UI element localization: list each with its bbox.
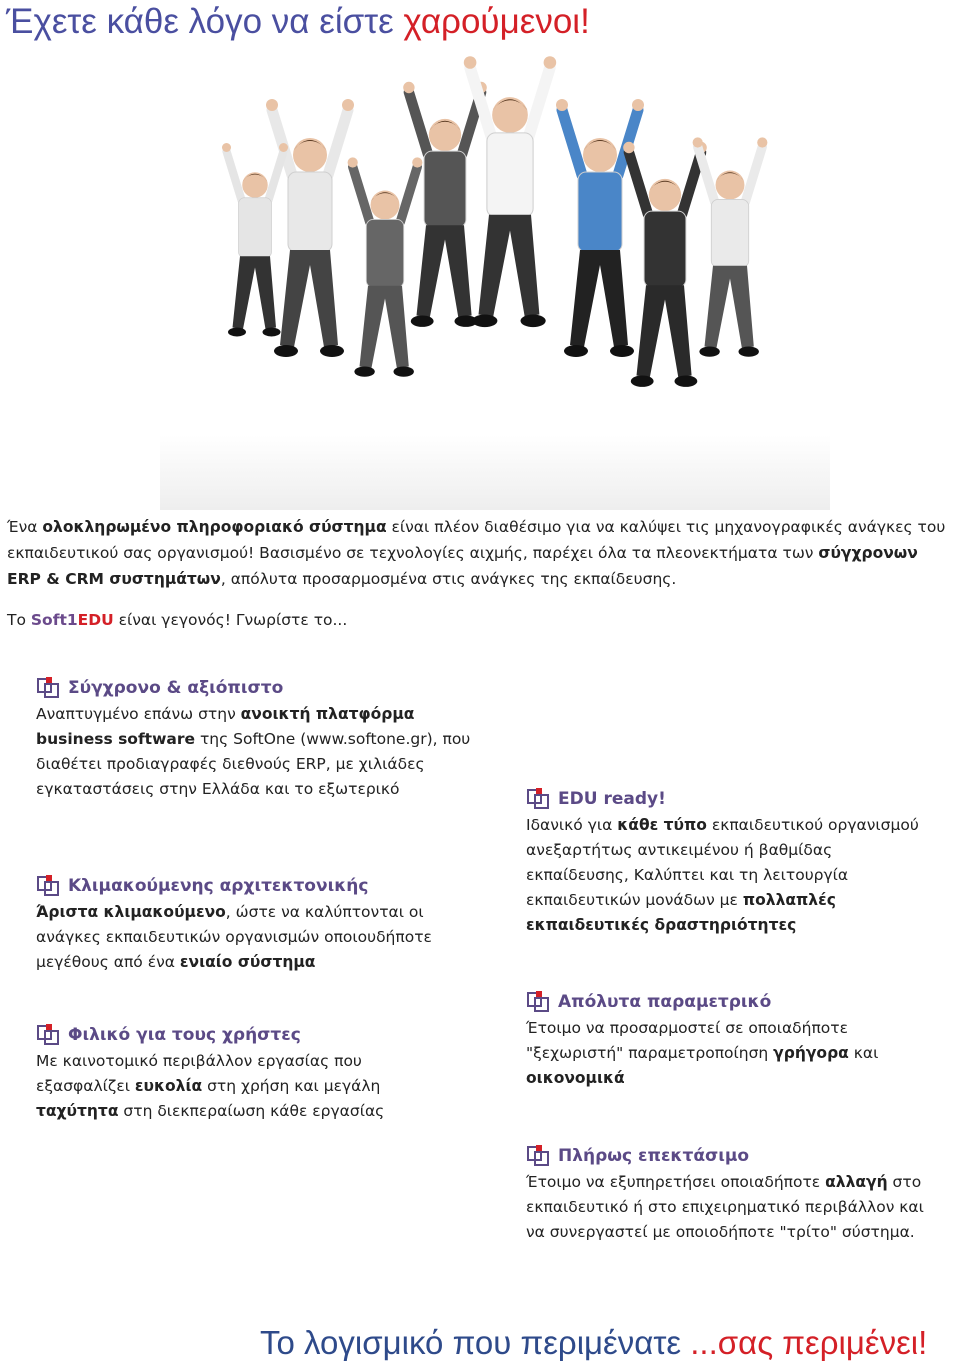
feature-text: στη διεκπεραίωση κάθε εργασίας	[118, 1102, 385, 1120]
person-figure	[464, 56, 556, 327]
page-headline	[6, 2, 590, 42]
brand-soft1: Soft1	[30, 611, 78, 629]
feature-title: Φιλικό για τους χρήστες	[68, 1024, 301, 1045]
feature-text: Ιδανικό για	[526, 816, 618, 834]
feature-scalable	[36, 872, 476, 975]
feature-text: στη χρήση και μεγάλη	[202, 1077, 386, 1095]
feature-title: Κλιμακούμενης αρχιτεκτονικής	[68, 875, 369, 896]
footer-text: Το λογισμικό που περιμένατε	[260, 1324, 691, 1361]
overlapping-squares-icon	[36, 675, 62, 701]
footer-tagline	[260, 1324, 927, 1362]
feature-bold: κάθε τύπο	[617, 816, 707, 834]
feature-body	[526, 1016, 926, 1091]
feature-text: της SoftOne (www.softone.gr), που διαθέτει προδιαγραφές διεθνούς ERP, με χιλιάδες εγκαταστάσεις στην Ελλάδα και το εξωτερικό	[36, 730, 476, 798]
feature-title-row	[526, 785, 926, 813]
feature-title-row	[36, 674, 476, 702]
feature-title-row	[526, 988, 926, 1016]
feature-extensible	[526, 1142, 929, 1245]
feature-bold: αλλαγή	[825, 1173, 888, 1191]
feature-modern-reliable	[36, 674, 476, 802]
feature-bold: γρήγορα	[773, 1044, 849, 1062]
feature-title: Πλήρως επεκτάσιμο	[558, 1145, 750, 1166]
feature-text: και	[848, 1044, 884, 1062]
feature-title: EDU ready!	[558, 788, 666, 809]
headline-text: Έχετε κάθε λόγο να είστε	[6, 2, 404, 41]
feature-text: εκπαιδευτικού οργανισμού ανεξαρτήτως αντικειμένου ή βαθμίδας εκπαίδευσης, Καλύπτει και τη λειτουργία εκπαιδευτικών μονάδων με	[526, 816, 924, 909]
feature-bold: Άριστα κλιμακούμενο	[36, 903, 226, 921]
brand-edu: EDU	[77, 611, 114, 629]
feature-title-row	[36, 1021, 436, 1049]
intro-span: , απόλυτα προσαρμοσμένα στις ανάγκες της εκπαίδευσης.	[220, 570, 677, 588]
feature-title-row	[526, 1142, 926, 1170]
intro-span: Ένα	[7, 518, 43, 536]
headline-accent: χαρούμενοι!	[403, 2, 590, 41]
intro-bold: ολοκληρωμένο πληροφοριακό σύστημα	[42, 518, 387, 536]
feature-text: Έτοιμο να εξυπηρετήσει οποιαδήποτε	[526, 1173, 826, 1191]
intro-paragraph	[7, 514, 947, 592]
person-figure	[693, 137, 768, 356]
feature-bold: ευκολία	[134, 1077, 203, 1095]
person-figure	[266, 99, 354, 357]
overlapping-squares-icon	[36, 873, 62, 899]
feature-body	[36, 702, 476, 802]
feature-text: Με καινοτομικό περιβάλλον εργασίας που εξασφαλίζει	[36, 1052, 367, 1095]
feature-text: Έτοιμο να προσαρμοστεί σε οποιαδήποτε "ξεχωριστή" παραμετροποίηση	[526, 1019, 853, 1062]
feature-bold: πολλαπλές εκπαιδευτικές δραστηριότητες	[526, 891, 836, 934]
feature-user-friendly	[36, 1021, 436, 1124]
feature-body	[36, 900, 476, 975]
feature-body	[526, 1170, 929, 1245]
feature-text: Αναπτυγμένο επάνω στην	[36, 705, 241, 723]
person-figure	[222, 143, 288, 337]
intro-span: Το	[7, 611, 31, 629]
feature-bold: ταχύτητα	[36, 1102, 119, 1120]
feature-edu-ready	[526, 785, 926, 938]
overlapping-squares-icon	[526, 1143, 552, 1169]
person-figure	[348, 157, 423, 376]
intro-span: είναι γεγονός! Γνωρίστε το...	[113, 611, 348, 629]
intro-tagline	[7, 607, 947, 633]
feature-bold: ενιαίο σύστημα	[179, 953, 316, 971]
feature-text: , ώστε να καλύπτονται οι ανάγκες εκπαιδευτικών οργανισμών οποιουδήποτε μεγέθους από ένα	[36, 903, 437, 971]
feature-title: Σύγχρονο & αξιόπιστο	[68, 677, 284, 698]
feature-bold: οικονομικά	[526, 1069, 625, 1087]
intro-span: είναι πλέον διαθέσιμο για να καλύψει τις μηχανογραφικές ανάγκες του εκπαιδευτικού σας οργανισμού! Βασισμένο σε τεχνολογίες αιχμής, παρέχει όλα τα πλεονεκτήματα των	[7, 518, 946, 562]
intro-text	[7, 514, 947, 633]
feature-body	[36, 1049, 436, 1124]
feature-text: στο εκπαιδευτικό ή στο επιχειρηματικό περιβάλλον και να συνεργαστεί με οποιοδήποτε "τρίτο" σύστημα.	[526, 1173, 929, 1241]
intro-bold: σύγχρονων ERP & CRM συστημάτων	[7, 544, 918, 588]
feature-parametric	[526, 988, 926, 1091]
person-figure	[623, 142, 707, 387]
person-figure	[556, 99, 644, 357]
feature-bold: ανοικτή πλατφόρμα	[240, 705, 415, 723]
footer-accent: ...σας περιμένει!	[690, 1324, 928, 1361]
feature-body	[526, 813, 926, 938]
feature-bold: business software	[36, 730, 196, 748]
person-figure	[403, 82, 487, 327]
overlapping-squares-icon	[526, 786, 552, 812]
overlapping-squares-icon	[526, 989, 552, 1015]
feature-title-row	[36, 872, 476, 900]
jumping-people-photo	[160, 55, 830, 510]
overlapping-squares-icon	[36, 1022, 62, 1048]
feature-title: Απόλυτα παραμετρικό	[558, 991, 772, 1012]
